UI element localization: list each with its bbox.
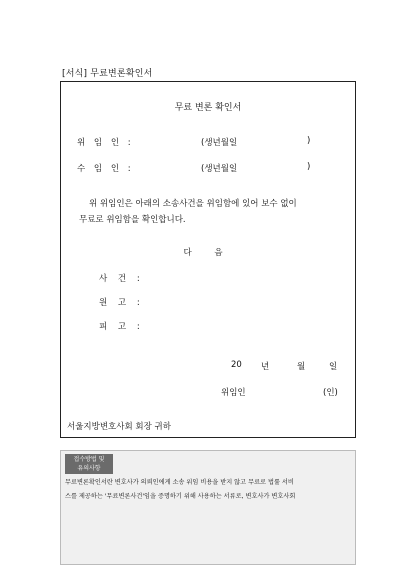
notes-badge-line-1: 접수방법 및 [73, 456, 105, 463]
notes-badge-line-2: 유의사항 [77, 465, 101, 472]
notes-line-2: 스를 제공하는 '무료변론사건'임을 증명하기 위해 사용하는 서류로, 변호사가 변호사회 [65, 493, 296, 500]
statement-line-1: 위 위임인은 아래의 소송사건을 위임함에 있어 보수 없이 [89, 199, 297, 209]
seal-mark: (인) [323, 388, 338, 398]
date-year: 20 [231, 360, 242, 370]
date-year-unit: 년 [261, 362, 270, 372]
confirmation-form [60, 81, 356, 438]
delegatee-birthdate: (생년월일 [201, 164, 238, 174]
notes-text [65, 476, 351, 504]
signer-label: 위임인 [221, 388, 246, 398]
details-heading: 다 음 [183, 248, 233, 258]
date-day-unit: 일 [329, 362, 338, 372]
delegatee-label: 수 임 인 : [77, 164, 134, 174]
form-title: 무료 변론 확인서 [174, 103, 242, 113]
date-month-unit: 월 [297, 362, 306, 372]
notes-line-1: 무료변론확인서란 변호사가 의뢰인에게 소송 위임 비용을 받지 않고 무료로 법률 서비 [65, 479, 294, 486]
delegatee-birthdate-close: ) [307, 162, 311, 172]
delegator-label: 위 임 인 : [77, 138, 134, 148]
notes-section [60, 450, 356, 565]
delegator-birthdate: (생년월일 [201, 138, 238, 148]
plaintiff-label: 원 고 : [99, 298, 144, 308]
delegator-birthdate-close: ) [307, 136, 311, 146]
statement-line-2: 무료로 위임함을 확인합니다. [79, 215, 186, 225]
case-label: 사 건 : [99, 274, 144, 284]
notes-badge [65, 454, 113, 474]
defendant-label: 피 고 : [99, 322, 144, 332]
form-type-label: [서식] 무료변론확인서 [62, 69, 153, 79]
addressee: 서울지방변호사회 회장 귀하 [67, 422, 171, 432]
